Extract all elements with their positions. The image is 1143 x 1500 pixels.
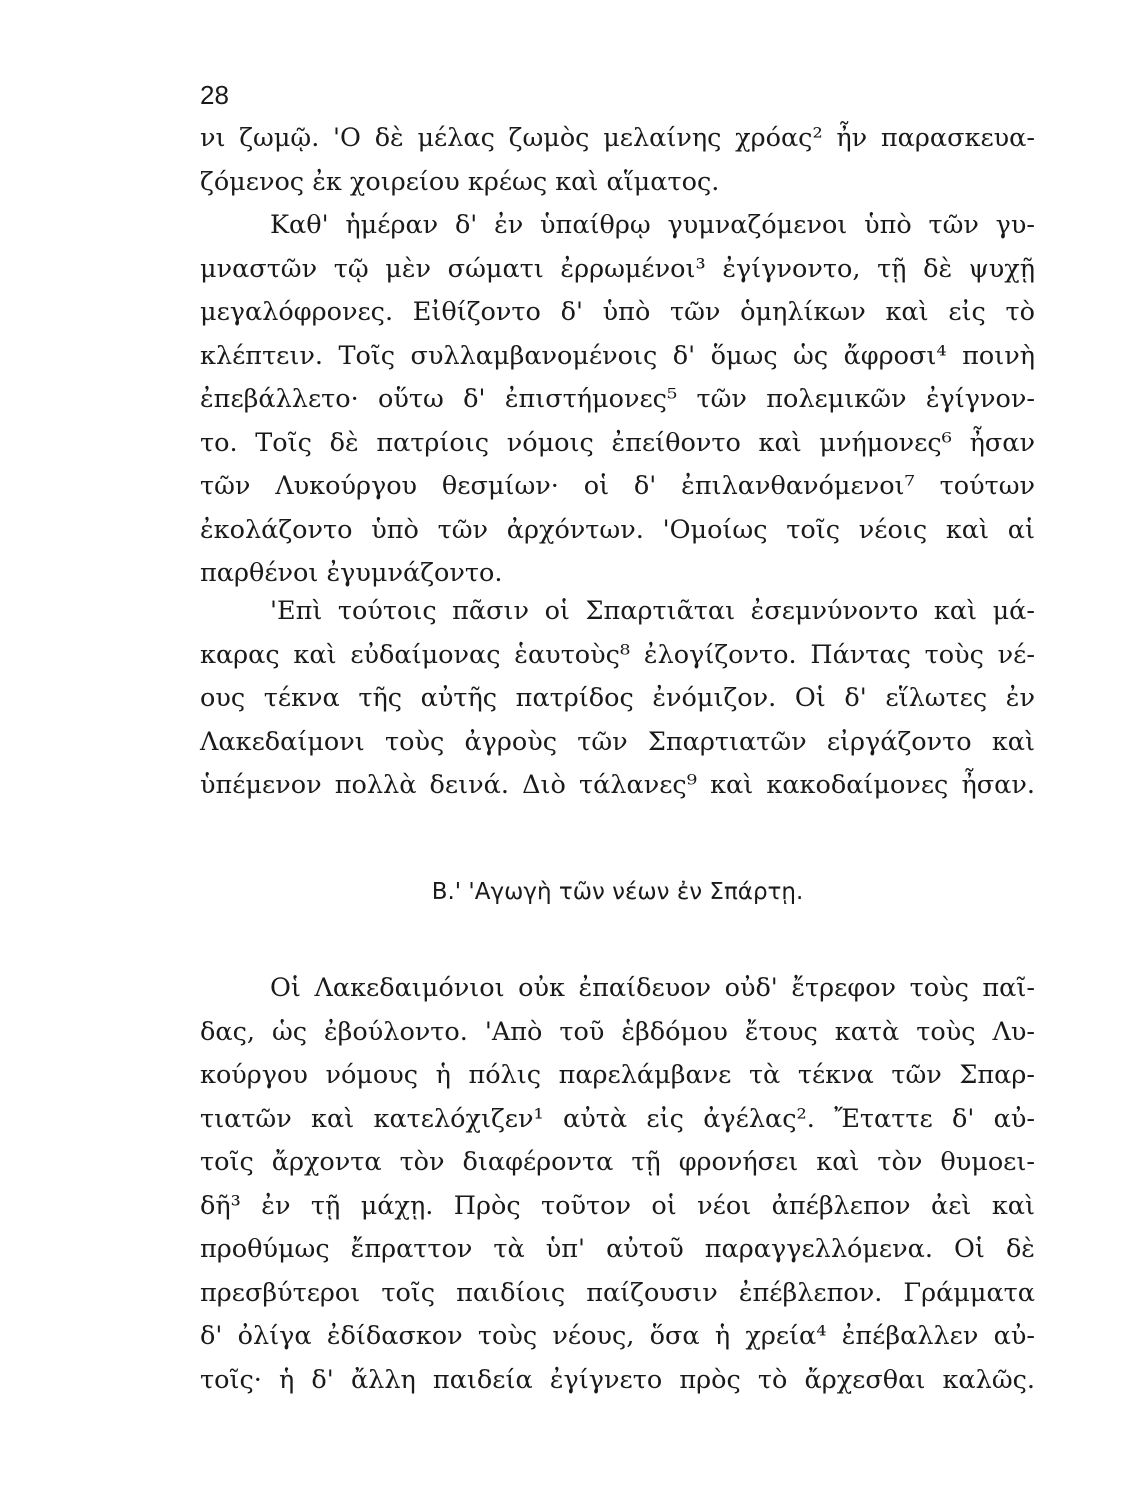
paragraph-block-2 — [200, 590, 1035, 808]
text-line: προθύμως ἔπραττον τὰ ὑπ' αὐτοῦ παραγγελλόμενα. Οἱ δὲ — [200, 1234, 1035, 1264]
text-line: πρεσβύτεροι τοῖς παιδίοις παίζουσιν ἐπέβλεπον. Γράμματα — [200, 1277, 1035, 1308]
text-line: κλέπτειν. Τοῖς συλλαμβανομένοις δ' ὅμως ὡς ἄφροσι⁴ ποινὴ — [200, 340, 1035, 371]
text-line: ἐκολάζοντο ὑπὸ τῶν ἀρχόντων. 'Ομοίως τοῖς νέοις καὶ αἱ — [200, 514, 1035, 545]
text-line: ους τέκνα τῆς αὐτῆς πατρίδος ἐνόμιζον. Οἱ δ' εἵλωτες ἐν — [200, 683, 1035, 713]
section-heading: Β.' 'Αγωγὴ τῶν νέων ἐν Σπάρτῃ. — [431, 879, 804, 905]
text-line: τοῖς· ἡ δ' ἄλλη παιδεία ἐγίγνετο πρὸς τὸ ἄρχεσθαι καλῶς. — [200, 1364, 1035, 1395]
paragraph-block-1 — [200, 117, 1035, 596]
text-line: 'Επὶ τούτοις πᾶσιν οἱ Σπαρτιᾶται ἐσεμνύνοντο καὶ μά- — [270, 596, 1035, 626]
text-line: το. Τοῖς δὲ πατρίοις νόμοις ἐπείθοντο καὶ μνήμονες⁶ ἦσαν — [200, 427, 1035, 458]
text-line: δ' ὀλίγα ἐδίδασκον τοὺς νέους, ὅσα ἡ χρεία⁴ ἐπέβαλλεν αὐ- — [200, 1321, 1035, 1351]
text-line: τοῖς ἄρχοντα τὸν διαφέροντα τῇ φρονήσει καὶ τὸν θυμοει- — [200, 1147, 1035, 1177]
page-number: 28 — [200, 80, 229, 110]
text-line: νι ζωμῷ. 'Ο δὲ μέλας ζωμὸς μελαίνης χρόας² ἦν παρασκευα- — [200, 123, 1035, 153]
text-line: Λακεδαίμονι τοὺς ἀγροὺς τῶν Σπαρτιατῶν εἰργάζοντο καὶ — [200, 726, 1035, 757]
text-line: ὑπέμενον πολλὰ δεινά. Διὸ τάλανες⁹ καὶ κακοδαίμονες ἦσαν. — [200, 770, 1035, 800]
text-line: δας, ὡς ἐβούλοντο. 'Απὸ τοῦ ἑβδόμου ἔτους κατὰ τοὺς Λυ- — [200, 1016, 1035, 1047]
text-line: Καθ' ἡμέραν δ' ἐν ὑπαίθρῳ γυμναζόμενοι ὑπὸ τῶν γυ- — [270, 210, 1035, 240]
text-line: παρθένοι ἐγυμνάζοντο. — [200, 558, 503, 588]
text-line: ζόμενος ἐκ χοιρείου κρέως καὶ αἵματος. — [200, 166, 720, 197]
text-line: δῆ³ ἐν τῇ μάχῃ. Πρὸς τοῦτον οἱ νέοι ἀπέβλεπον ἀεὶ καὶ — [200, 1190, 1035, 1221]
paragraph-block-3 — [200, 967, 1035, 1402]
text-line: τιατῶν καὶ κατελόχιζεν¹ αὐτὰ εἰς ἀγέλας². Ἔταττε δ' αὐ- — [200, 1103, 1035, 1134]
text-line: μναστῶν τῷ μὲν σώματι ἐρρωμένοι³ ἐγίγνοντο, τῇ δὲ ψυχῇ — [200, 253, 1035, 284]
text-line: μεγαλόφρονες. Εἰθίζοντο δ' ὑπὸ τῶν ὁμηλίκων καὶ εἰς τὸ — [200, 297, 1035, 327]
text-line: ἐπεβάλλετο· οὕτω δ' ἐπιστήμονες⁵ τῶν πολεμικῶν ἐγίγνον- — [200, 384, 1035, 414]
text-line: Οἱ Λακεδαιμόνιοι οὐκ ἐπαίδευον οὐδ' ἔτρεφον τοὺς παῖ- — [270, 973, 1035, 1003]
text-line: κούργου νόμους ἡ πόλις παρελάμβανε τὰ τέκνα τῶν Σπαρ- — [200, 1060, 1035, 1090]
text-line: καρας καὶ εὐδαίμονας ἑαυτοὺς⁸ ἐλογίζοντο. Πάντας τοὺς νέ- — [200, 639, 1035, 670]
text-line: τῶν Λυκούργου θεσμίων· οἱ δ' ἐπιλανθανόμενοι⁷ τούτων — [200, 471, 1035, 501]
